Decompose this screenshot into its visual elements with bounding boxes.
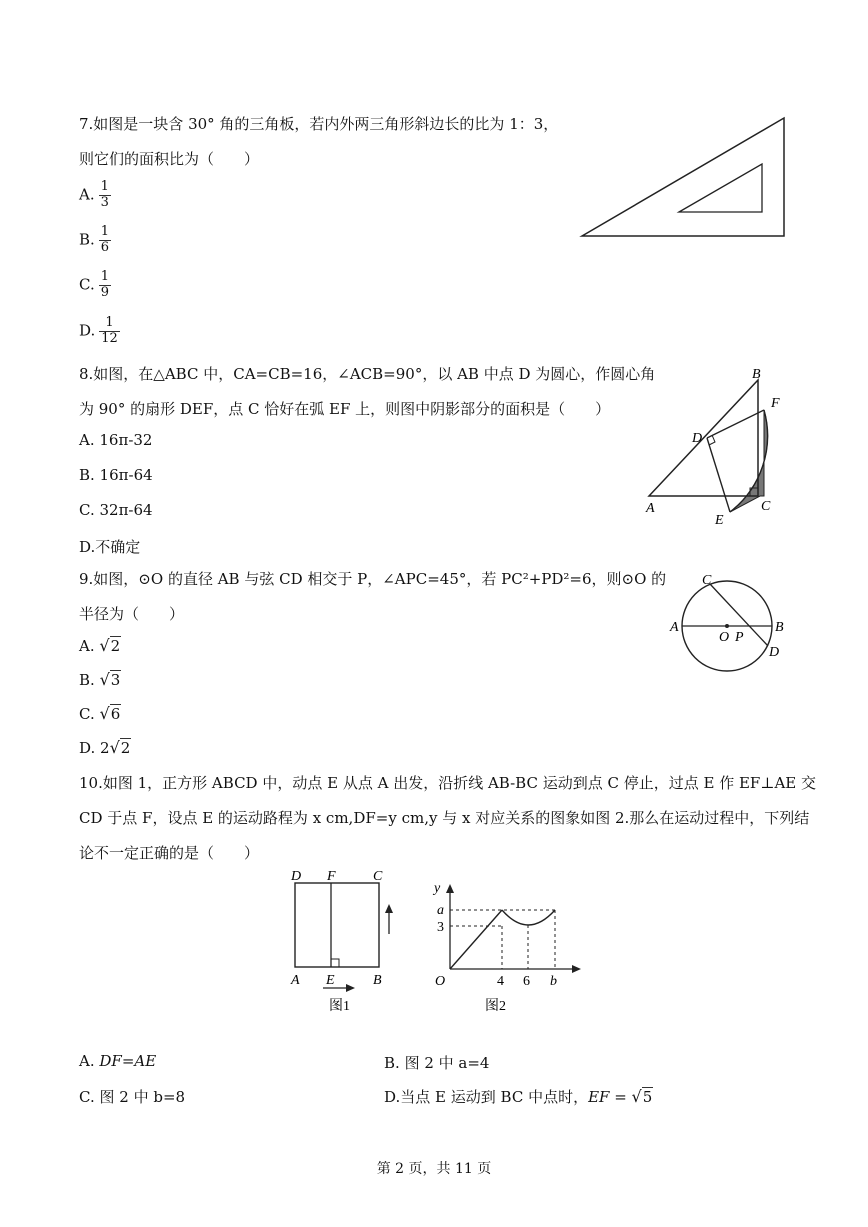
q7-stem-line1: 7.如图是一块含 30° 角的三角板，若内外两三角形斜边长的比为 1：3， xyxy=(79,115,559,133)
q10-figures xyxy=(285,868,585,1018)
q9-option-a: A. √2 xyxy=(79,636,121,655)
q9-label-a: A xyxy=(670,620,679,635)
q9-option-c: C. √6 xyxy=(79,704,121,723)
q8-stem-line1: 8.如图，在△ABC 中，CA=CB=16，∠ACB=90°，以 AB 中点 D 为圆心，作圆心角 xyxy=(79,365,656,383)
q10-stem-line2: CD 于点 F，设点 E 的运动路程为 x cm,DF=y cm,y 与 x 对应关系的图象如图 2.那么在运动过程中，下列结 xyxy=(79,809,810,827)
q9-label-p: P xyxy=(735,630,744,645)
q9-label-c: C xyxy=(702,573,712,588)
q8-label-b: B xyxy=(752,367,761,382)
q8-option-c: C. 32π-64 xyxy=(79,501,153,519)
q10-option-d: D.当点 E 运动到 BC 中点时，EF = √5 xyxy=(384,1087,653,1106)
q10-option-b: B. 图 2 中 a=4 xyxy=(384,1054,490,1072)
q7-set-square-figure xyxy=(576,112,790,242)
q10-fig1-caption: 图1 xyxy=(329,999,350,1014)
q10-option-a: A. DF=AE xyxy=(79,1052,157,1070)
q9-circle-figure xyxy=(666,568,792,672)
q8-option-a: A. 16π-32 xyxy=(79,431,153,449)
q10-fig2-label-a: a xyxy=(437,903,444,918)
q7-option-b: B. $\frac{1}{6}$ xyxy=(79,224,110,255)
q10-fig2-label-3: 3 xyxy=(437,920,444,935)
q10-stem-line3: 论不一定正确的是（ ） xyxy=(79,844,260,862)
q10-fig2-label-b: b xyxy=(550,974,557,989)
q9-stem-line2: 半径为（ ） xyxy=(79,605,185,623)
q8-label-c: C xyxy=(761,499,771,514)
q8-label-d: D xyxy=(692,431,703,446)
q10-fig1-label-c: C xyxy=(373,869,383,884)
q10-stem-line1: 10.如图 1，正方形 ABCD 中，动点 E 从点 A 出发，沿折线 AB-BC 运动到点 C 停止，过点 E 作 EF⊥AE 交 xyxy=(79,774,816,792)
q10-figure1-square xyxy=(290,869,393,1014)
q9-stem-line1: 9.如图，⊙O 的直径 AB 与弦 CD 相交于 P，∠APC=45°，若 PC²+PD²=6，则⊙O 的 xyxy=(79,570,667,588)
q9-label-o: O xyxy=(719,630,730,645)
q10-option-c: C. 图 2 中 b=8 xyxy=(79,1088,186,1106)
q10-fig2-label-4: 4 xyxy=(497,974,504,989)
q10-fig2-label-o: O xyxy=(435,974,446,989)
q10-fig1-label-b: B xyxy=(373,973,382,988)
q10-fig1-label-f: F xyxy=(327,869,336,884)
q7-option-c: C. $\frac{1}{9}$ xyxy=(79,269,109,300)
q8-stem-line2: 为 90° 的扇形 DEF，点 C 恰好在弧 EF 上，则图中阴影部分的面积是（ ） xyxy=(79,400,611,418)
q9-option-b: B. √3 xyxy=(79,670,121,689)
q7-option-a: A. $\frac{1}{3}$ xyxy=(79,179,109,210)
q8-label-f: F xyxy=(771,396,780,411)
q9-option-d: D. 2√2 xyxy=(79,738,131,757)
q7-option-d: D. $\frac{1}{12}$ xyxy=(79,315,118,346)
q10-fig1-label-d: D xyxy=(291,869,302,884)
page-footer: 第 2 页，共 11 页 xyxy=(376,1161,492,1177)
q8-option-d: D.不确定 xyxy=(79,538,141,556)
q10-figure2-graph xyxy=(432,881,581,1014)
q8-triangle-sector-figure xyxy=(640,362,790,528)
q8-option-b: B. 16π-64 xyxy=(79,466,153,484)
q10-fig2-label-6: 6 xyxy=(523,974,530,989)
q9-label-b: B xyxy=(775,620,784,635)
q10-fig2-label-y: y xyxy=(434,881,441,896)
q9-label-d: D xyxy=(769,645,780,660)
q8-label-a: A xyxy=(646,501,655,516)
q10-fig2-caption: 图2 xyxy=(485,999,506,1014)
q10-fig1-label-e: E xyxy=(326,973,335,988)
q7-stem-line2: 则它们的面积比为（ ） xyxy=(79,150,260,168)
q8-label-e: E xyxy=(715,513,724,528)
q10-fig1-label-a: A xyxy=(291,973,300,988)
